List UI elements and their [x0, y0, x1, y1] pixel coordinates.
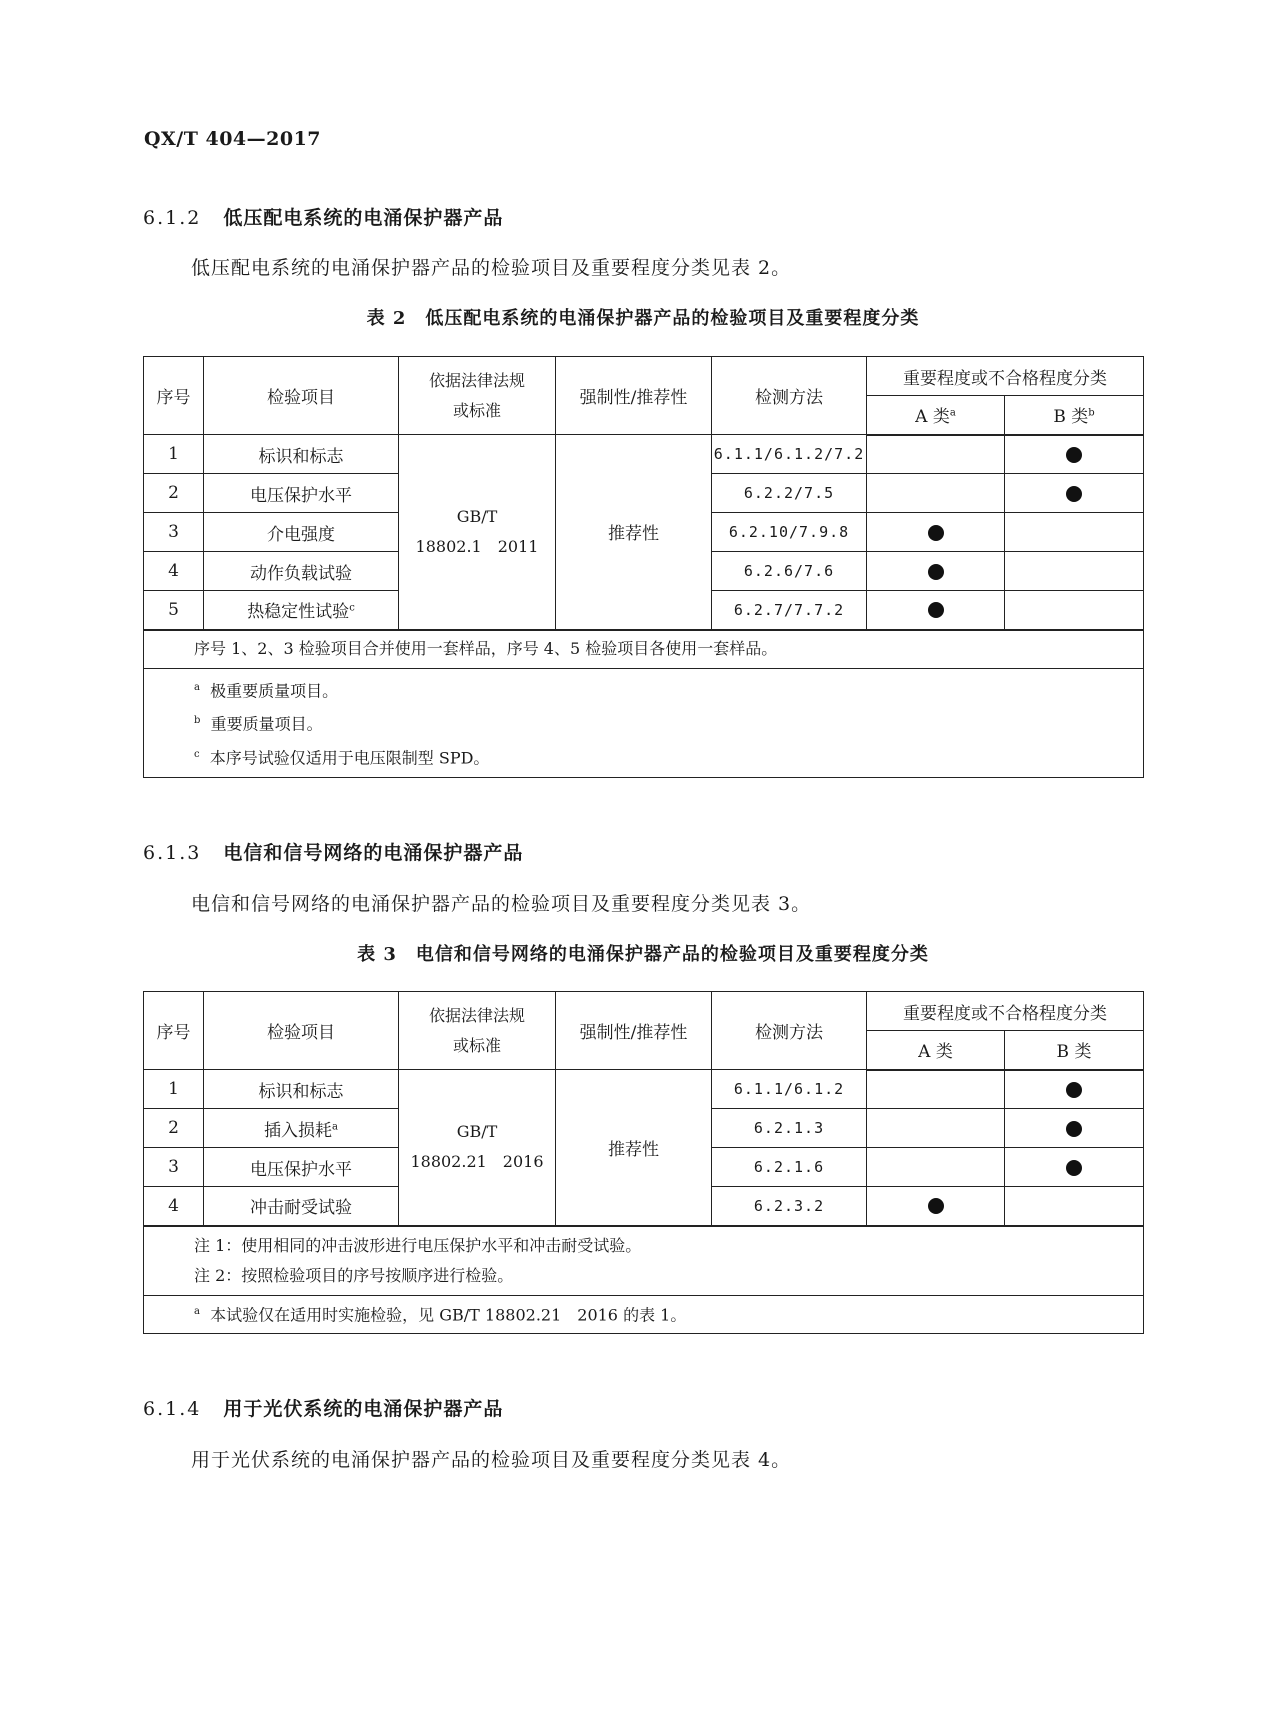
cell-method: 6.2.10/7.9.8: [712, 513, 867, 552]
cell-item: 标识和标志: [204, 435, 399, 474]
section-paragraph-6-1-3: 电信和信号网络的电涌保护器产品的检验项目及重要程度分类见表 3。: [191, 893, 812, 915]
note-line: 注 1：使用相同的冲击波形进行电压保护水平和冲击耐受试验。: [194, 1235, 642, 1255]
cell-method: 6.2.6/7.6: [712, 552, 867, 591]
cell-item: 动作负载试验: [204, 552, 399, 591]
header-item: 检验项目: [204, 357, 399, 435]
table-3-notes: [144, 1226, 1144, 1296]
cell-seq: 1: [144, 435, 204, 474]
filled-dot-icon: [1066, 1160, 1082, 1176]
section-title: 电信和信号网络的电涌保护器产品: [223, 842, 524, 864]
filled-dot-icon: [1066, 1082, 1082, 1098]
filled-dot-icon: [928, 1198, 944, 1214]
cell-class-a: [867, 1070, 1005, 1109]
cell-method: 6.2.3.2: [712, 1187, 867, 1226]
table-row: [144, 435, 1144, 474]
table-2-footnotes: [144, 669, 1144, 778]
cell-class-b: [1005, 435, 1144, 474]
cell-seq: 4: [144, 552, 204, 591]
cell-method: 6.2.1.3: [712, 1109, 867, 1148]
cell-mandatory: 推荐性: [556, 435, 712, 630]
cell-method: 6.1.1/6.1.2/7.2: [712, 435, 867, 474]
header-basis: 依据法律法规 或标准: [399, 992, 556, 1070]
cell-class-a: [867, 591, 1005, 630]
section-paragraph-6-1-4: 用于光伏系统的电涌保护器产品的检验项目及重要程度分类见表 4。: [191, 1449, 792, 1471]
cell-class-a: [867, 513, 1005, 552]
cell-class-b: [1005, 1109, 1144, 1148]
cell-class-a: [867, 474, 1005, 513]
cell-seq: 4: [144, 1187, 204, 1226]
cell-class-b: [1005, 591, 1144, 630]
header-method: 检测方法: [712, 992, 867, 1070]
cell-method: 6.1.1/6.1.2: [712, 1070, 867, 1109]
section-heading-6-1-3: [143, 838, 523, 865]
table-2-title: 表 2 低压配电系统的电涌保护器产品的检验项目及重要程度分类: [366, 308, 920, 329]
section-number: 6.1.4: [143, 1398, 202, 1420]
header-seq: 序号: [144, 992, 204, 1070]
cell-item: 插入损耗$^a$: [204, 1109, 399, 1148]
table-3: [143, 991, 1144, 1334]
cell-item: 电压保护水平: [204, 474, 399, 513]
cell-method: 6.2.2/7.5: [712, 474, 867, 513]
section-number: 6.1.2: [143, 207, 202, 229]
section-title: 低压配电系统的电涌保护器产品: [223, 207, 504, 229]
cell-class-b: [1005, 1070, 1144, 1109]
cell-class-b: [1005, 474, 1144, 513]
table-2-note: 序号 1、2、3 检验项目合并使用一套样品，序号 4、5 检验项目各使用一套样品。: [144, 630, 1144, 669]
cell-class-b: [1005, 513, 1144, 552]
cell-class-b: [1005, 1148, 1144, 1187]
footnote: $^a$ 极重要质量项目。: [194, 681, 339, 701]
cell-class-a: [867, 1187, 1005, 1226]
note-line: 注 2：按照检验项目的序号按顺序进行检验。: [194, 1265, 514, 1285]
section-paragraph-6-1-2: 低压配电系统的电涌保护器产品的检验项目及重要程度分类见表 2。: [191, 257, 792, 279]
filled-dot-icon: [928, 564, 944, 580]
cell-seq: 1: [144, 1070, 204, 1109]
header-mandatory: 强制性/推荐性: [556, 357, 712, 435]
cell-class-a: [867, 1148, 1005, 1187]
header-class-b: B 类$^b$: [1005, 396, 1144, 435]
header-class-group: 重要程度或不合格程度分类: [867, 357, 1144, 396]
table-2: [143, 356, 1144, 778]
header-class-group: 重要程度或不合格程度分类: [867, 992, 1144, 1031]
table-3-title: 表 3 电信和信号网络的电涌保护器产品的检验项目及重要程度分类: [357, 944, 929, 965]
filled-dot-icon: [928, 602, 944, 618]
header-class-b: B 类: [1005, 1031, 1144, 1070]
footnote: $^c$ 本序号试验仅适用于电压限制型 SPD。: [194, 747, 490, 767]
cell-seq: 2: [144, 474, 204, 513]
footnote: $^a$ 本试验仅在适用时实施检验，见 GB/T 18802.21 2016 的表 1。: [194, 1305, 687, 1325]
cell-class-b: [1005, 1187, 1144, 1226]
cell-mandatory: 推荐性: [556, 1070, 712, 1226]
cell-item: 介电强度: [204, 513, 399, 552]
cell-seq: 3: [144, 513, 204, 552]
cell-basis: GB/T 18802.1 2011: [399, 435, 556, 630]
table-row: [144, 1070, 1144, 1109]
document-code: QX/T 404—2017: [144, 128, 322, 150]
cell-class-a: [867, 1109, 1005, 1148]
section-heading-6-1-4: [143, 1394, 503, 1421]
filled-dot-icon: [1066, 447, 1082, 463]
header-method: 检测方法: [712, 357, 867, 435]
filled-dot-icon: [928, 525, 944, 541]
header-seq: 序号: [144, 357, 204, 435]
header-class-a: A 类: [867, 1031, 1005, 1070]
cell-item: 标识和标志: [204, 1070, 399, 1109]
cell-method: 6.2.7/7.7.2: [712, 591, 867, 630]
header-class-a: A 类$^a$: [867, 396, 1005, 435]
cell-item: 冲击耐受试验: [204, 1187, 399, 1226]
cell-item: 热稳定性试验$^c$: [204, 591, 399, 630]
cell-seq: 3: [144, 1148, 204, 1187]
cell-class-b: [1005, 552, 1144, 591]
header-basis: 依据法律法规 或标准: [399, 357, 556, 435]
header-mandatory: 强制性/推荐性: [556, 992, 712, 1070]
section-heading-6-1-2: [143, 203, 503, 230]
cell-class-a: [867, 552, 1005, 591]
cell-method: 6.2.1.6: [712, 1148, 867, 1187]
cell-item: 电压保护水平: [204, 1148, 399, 1187]
section-number: 6.1.3: [143, 842, 202, 864]
footnote: $^b$ 重要质量项目。: [194, 714, 323, 734]
section-title: 用于光伏系统的电涌保护器产品: [223, 1398, 504, 1420]
cell-seq: 5: [144, 591, 204, 630]
header-item: 检验项目: [204, 992, 399, 1070]
filled-dot-icon: [1066, 486, 1082, 502]
filled-dot-icon: [1066, 1121, 1082, 1137]
table-3-footnotes: [144, 1295, 1144, 1333]
cell-seq: 2: [144, 1109, 204, 1148]
cell-class-a: [867, 435, 1005, 474]
cell-basis: GB/T 18802.21 2016: [399, 1070, 556, 1226]
